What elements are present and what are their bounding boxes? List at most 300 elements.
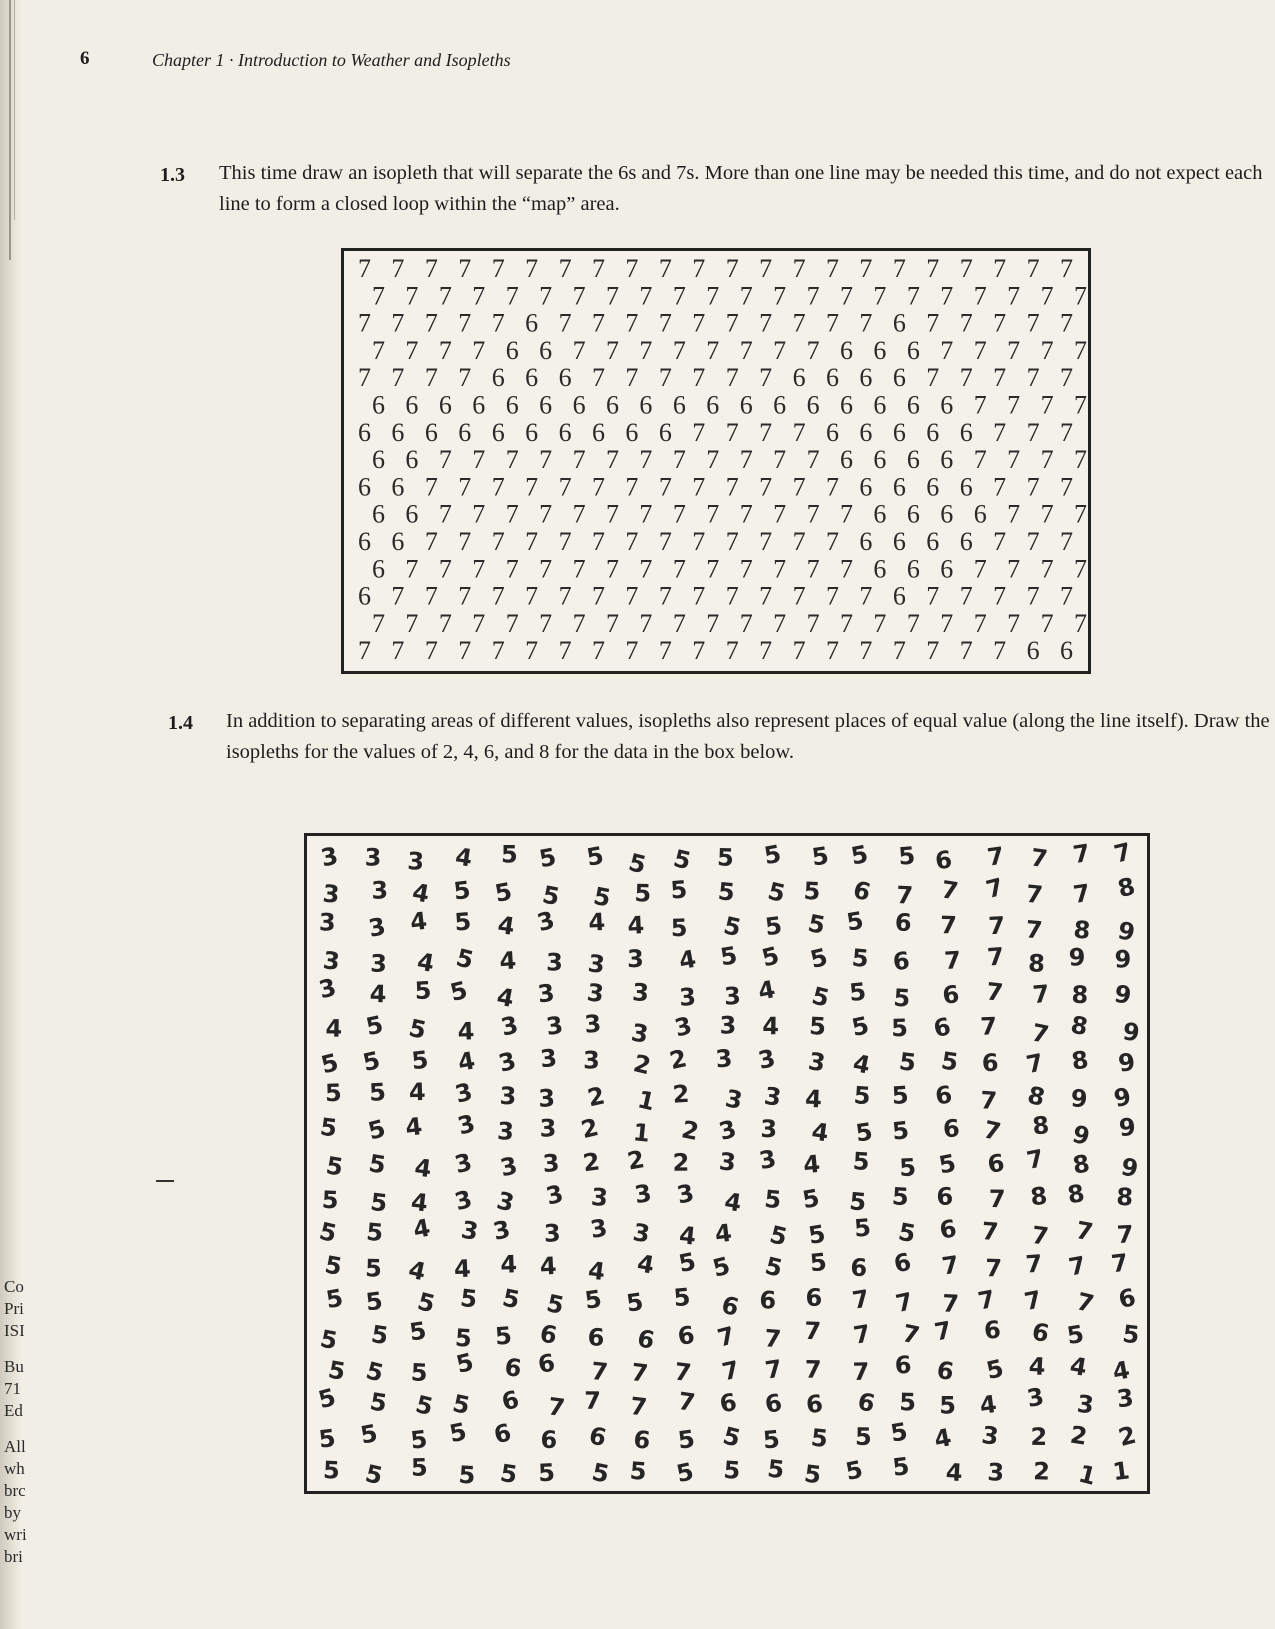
margin-note-fragment: wri (4, 1525, 27, 1544)
grid-value: 5 (718, 941, 740, 972)
grid-value: 7 (438, 335, 452, 365)
grid-value: 7 (692, 308, 706, 338)
grid-value: 5 (368, 1187, 389, 1218)
grid-value: 5 (936, 1148, 959, 1180)
grid-value: 5 (410, 1358, 429, 1388)
grid-value: 2 (1115, 1420, 1139, 1453)
grid-value: 7 (658, 363, 672, 393)
grid-value: 6 (739, 390, 753, 420)
grid-value: 6 (906, 499, 920, 529)
grid-value: 6 (892, 581, 906, 611)
grid-value: 5 (853, 1213, 873, 1243)
grid-value: 7 (826, 581, 839, 611)
grid-value: 6 (959, 472, 973, 502)
grid-value: 7 (625, 254, 639, 283)
grid-value: 7 (491, 308, 505, 338)
grid-value: 7 (984, 1254, 1003, 1283)
grid-value: 4 (457, 1017, 475, 1046)
grid-value: 3 (546, 948, 563, 977)
grid-value: 7 (859, 581, 873, 611)
margin-note-fragment: All (4, 1437, 26, 1456)
grid-value: 5 (318, 1112, 339, 1143)
grid-value: 6 (873, 499, 887, 529)
grid-value: 5 (709, 1251, 733, 1283)
margin-note-fragment: ISI (4, 1321, 25, 1340)
grid-value: 5 (1065, 1319, 1086, 1351)
grid-value: 7 (983, 872, 1007, 905)
margin-note-fragment (4, 1422, 38, 1436)
grid-value: 5 (363, 1356, 387, 1388)
grid-value: 6 (358, 417, 371, 447)
grid-value: 7 (714, 1321, 738, 1353)
grid-value: 6 (606, 390, 619, 420)
grid-value: 1 (1111, 1456, 1132, 1487)
grid-value: 7 (1073, 1216, 1096, 1247)
grid-value: 7 (1026, 417, 1040, 447)
grid-value: 6 (540, 1425, 558, 1455)
grid-value: 7 (792, 417, 806, 447)
grid-value: 7 (926, 636, 940, 666)
grid-value: 7 (940, 281, 954, 311)
grid-value: 7 (906, 281, 920, 311)
grid-value: 7 (1024, 915, 1044, 945)
grid-value: 7 (639, 499, 653, 529)
grid-value: 7 (658, 581, 672, 611)
grid-value: 7 (973, 554, 987, 584)
grid-value: 7 (1071, 878, 1092, 909)
grid-value: 4 (405, 1255, 429, 1287)
grid-value: 7 (725, 636, 739, 666)
grid-value: 5 (849, 1011, 872, 1043)
grid-value: 5 (364, 1254, 383, 1283)
grid-value: 7 (926, 363, 940, 393)
grid-value: 3 (318, 841, 341, 873)
grid-value: 5 (407, 1316, 429, 1347)
grid-value: 7 (692, 417, 706, 447)
grid-value: 6 (926, 527, 940, 556)
grid-value: 8 (1065, 1179, 1087, 1210)
grid-value: 5 (410, 1045, 430, 1076)
grid-value: 4 (945, 1458, 964, 1488)
grid-value: 4 (408, 1077, 426, 1107)
grid-value: 7 (993, 636, 1007, 666)
grid-value: 7 (1060, 254, 1073, 283)
exercise-1-4-data-grid (304, 833, 1150, 1494)
grid-value: 6 (859, 363, 873, 393)
grid-value: 7 (773, 281, 787, 311)
grid-value: 5 (892, 983, 912, 1013)
grid-value: 7 (959, 308, 973, 338)
grid-value: 7 (672, 554, 686, 584)
grid-value: 7 (472, 554, 486, 584)
grid-value: 7 (458, 581, 472, 611)
grid-value: 7 (424, 527, 438, 556)
grid-value: 5 (323, 1283, 346, 1315)
grid-value: 3 (986, 1458, 1005, 1487)
grid-value: 5 (363, 1010, 386, 1042)
grid-value: 6 (358, 527, 371, 556)
grid-value: 5 (362, 1459, 386, 1491)
grid-value: 7 (592, 472, 605, 502)
grid-value: 7 (572, 281, 586, 311)
grid-value: 7 (773, 554, 787, 584)
grid-value: 4 (713, 1218, 734, 1249)
grid-value: 7 (763, 1354, 784, 1385)
grid-value: 7 (372, 281, 385, 311)
grid-value: 5 (583, 1284, 604, 1315)
grid-value: 3 (630, 1218, 652, 1249)
grid-value: 7 (973, 445, 987, 475)
grid-value: 5 (406, 1013, 429, 1045)
grid-value: 7 (940, 335, 954, 365)
grid-value: 7 (895, 881, 914, 910)
grid-value: 5 (803, 876, 821, 906)
grid-value: 8 (1072, 915, 1092, 945)
grid-value: 7 (558, 581, 572, 611)
grid-value: 5 (898, 1153, 917, 1183)
grid-value: 7 (658, 308, 672, 338)
grid-value: 8 (1068, 1010, 1090, 1042)
grid-value: 7 (658, 636, 672, 666)
grid-value: 6 (1115, 1283, 1139, 1315)
grid-value: 2 (578, 1112, 602, 1145)
grid-value: 7 (759, 417, 773, 447)
grid-value: 9 (1118, 1152, 1141, 1184)
grid-value: 7 (391, 254, 405, 283)
grid-value: 6 (933, 845, 954, 876)
grid-value: 9 (1115, 916, 1138, 948)
grid-value: 3 (539, 1043, 559, 1074)
grid-value: 4 (409, 1187, 430, 1218)
grid-value: 7 (658, 472, 672, 502)
grid-value: 3 (586, 949, 607, 980)
grid-value: 7 (1040, 335, 1054, 365)
grid-value: 7 (1030, 1220, 1051, 1251)
grid-value: 8 (1115, 1182, 1134, 1212)
grid-value: 7 (372, 335, 385, 365)
grid-value: 7 (859, 254, 873, 283)
grid-value: 7 (1040, 445, 1054, 475)
grid-value: 2 (584, 1081, 608, 1113)
grid-value: 7 (773, 335, 787, 365)
exercise-1-3-data-grid (341, 248, 1091, 674)
grid-value: 5 (890, 1452, 911, 1482)
grid-value: 9 (1117, 1112, 1137, 1143)
grid-value: 2 (672, 1148, 690, 1177)
grid-value: 7 (391, 363, 405, 393)
grid-value: 5 (315, 1382, 339, 1415)
grid-value: 4 (455, 1046, 478, 1077)
grid-value: 7 (706, 281, 720, 311)
grid-value: 7 (391, 636, 405, 666)
grid-value: 3 (364, 843, 382, 872)
grid-value: 7 (472, 335, 486, 365)
grid-value: 5 (368, 1078, 387, 1107)
margin-note-fragment (4, 1342, 38, 1356)
grid-value: 3 (760, 1115, 778, 1144)
grid-value: 6 (1026, 636, 1040, 666)
grid-value: 5 (447, 1417, 469, 1449)
grid-value: 5 (634, 879, 652, 908)
grid-value: 9 (1068, 943, 1086, 972)
grid-value: 6 (959, 527, 973, 556)
grid-value: 6 (940, 554, 954, 584)
grid-value: 5 (897, 841, 917, 871)
grid-value: 4 (412, 1153, 434, 1184)
grid-value: 7 (840, 608, 853, 638)
grid-value: 7 (1074, 499, 1087, 529)
grid-value: 7 (625, 308, 639, 338)
grid-value: 6 (634, 1324, 657, 1355)
grid-value: 7 (606, 335, 619, 365)
grid-value: 7 (639, 445, 653, 475)
grid-value: 7 (1040, 281, 1054, 311)
grid-value: 3 (534, 905, 558, 938)
grid-value: 7 (725, 363, 739, 393)
grid-value: 7 (692, 636, 706, 666)
grid-value: 7 (1007, 335, 1021, 365)
grid-value: 7 (706, 554, 720, 584)
grid-value: 5 (591, 881, 613, 913)
grid-value: 7 (959, 581, 973, 611)
grid-value: 5 (676, 1424, 697, 1455)
grid-value: 3 (493, 1186, 518, 1218)
grid-value: 3 (678, 982, 697, 1012)
grid-value: 6 (792, 363, 806, 393)
grid-value: 4 (804, 1084, 823, 1114)
grid-value: 6 (592, 417, 605, 447)
grid-value: 7 (739, 554, 753, 584)
grid-value: 7 (759, 254, 773, 283)
grid-value: 7 (840, 281, 853, 311)
grid-value: 7 (1060, 527, 1073, 556)
exercise-1-4-grid-svg (307, 836, 1147, 1491)
grid-value: 7 (1029, 1018, 1052, 1050)
grid-value: 5 (766, 1220, 790, 1252)
grid-value: 3 (537, 1084, 556, 1113)
grid-value: 5 (809, 981, 832, 1013)
margin-note-fragment: Co (4, 1277, 24, 1296)
grid-value: 7 (606, 499, 619, 529)
grid-value: 5 (850, 943, 870, 973)
grid-value: 7 (1024, 1144, 1047, 1175)
grid-value: 6 (773, 390, 787, 420)
grid-value: 5 (848, 1187, 868, 1217)
grid-value: 6 (931, 1012, 954, 1044)
grid-value: 4 (410, 1213, 433, 1245)
grid-value: 7 (458, 636, 472, 666)
grid-value: 5 (810, 841, 831, 872)
grid-value: 7 (424, 254, 438, 283)
grid-value: 6 (572, 390, 586, 420)
grid-value: 9 (1114, 945, 1132, 974)
grid-value: 6 (391, 527, 405, 556)
grid-value: 3 (321, 879, 341, 909)
grid-value: 7 (759, 527, 773, 556)
grid-value: 5 (364, 1286, 385, 1317)
grid-value: 7 (458, 308, 472, 338)
grid-value: 7 (826, 308, 839, 338)
grid-value: 7 (558, 254, 572, 283)
grid-value: 3 (1024, 1382, 1047, 1413)
grid-value: 3 (541, 1148, 561, 1178)
grid-value: 7 (438, 608, 452, 638)
grid-value: 4 (626, 911, 645, 940)
exercise-1-4-number: 1.4 (168, 712, 193, 734)
grid-value: 3 (755, 1044, 778, 1075)
margin-note-fragment: by (4, 1503, 21, 1522)
grid-value: 6 (587, 1323, 605, 1352)
grid-value: 5 (457, 1460, 477, 1490)
grid-value: 7 (606, 608, 619, 638)
grid-value: 3 (459, 1215, 481, 1247)
grid-value: 7 (438, 281, 452, 311)
grid-value: 4 (722, 1187, 744, 1218)
grid-value: 7 (1026, 308, 1040, 338)
grid-value: 7 (505, 445, 519, 475)
grid-value: 7 (1007, 445, 1021, 475)
grid-value: 7 (773, 445, 787, 475)
grid-value: 6 (639, 390, 653, 420)
grid-value: 7 (1074, 390, 1087, 420)
grid-value: 7 (706, 445, 720, 475)
grid-value: 7 (1074, 445, 1087, 475)
grid-value: 5 (843, 1455, 866, 1486)
grid-value: 7 (525, 527, 539, 556)
grid-value: 3 (316, 973, 339, 1005)
grid-value: 5 (670, 913, 688, 943)
grid-value: 8 (1115, 872, 1138, 904)
grid-value: 6 (973, 499, 987, 529)
exercise-1-3-text: This time draw an isopleth that will separate the 6s and 7s. More than one line may be needed this time, and do not expect each line to form a closed loop within the “map” area. (219, 162, 1263, 215)
grid-value: 5 (322, 1250, 345, 1281)
grid-value: 5 (625, 848, 649, 880)
grid-value: 5 (584, 841, 606, 872)
grid-value: 7 (491, 472, 505, 502)
grid-value: 6 (940, 390, 954, 420)
grid-value: 4 (494, 982, 517, 1014)
grid-value: 7 (558, 472, 572, 502)
grid-value: 7 (993, 363, 1007, 393)
grid-value: 5 (807, 942, 831, 975)
grid-value: 7 (1111, 837, 1135, 869)
grid-value: 7 (926, 308, 940, 338)
grid-value: 7 (893, 1287, 916, 1319)
grid-value: 7 (986, 942, 1006, 972)
grid-value: 5 (669, 875, 689, 905)
grid-value: 6 (840, 335, 853, 365)
grid-value: 7 (725, 472, 739, 502)
grid-value: 4 (676, 944, 699, 976)
grid-value: 7 (625, 363, 639, 393)
grid-value: 3 (714, 1044, 734, 1074)
grid-value: 3 (583, 1046, 600, 1075)
grid-value: 2 (625, 1145, 647, 1176)
grid-value: 6 (525, 417, 539, 447)
grid-value: 7 (1060, 581, 1073, 611)
grid-value: 5 (409, 1424, 429, 1455)
grid-value: 5 (367, 1387, 389, 1418)
grid-value: 7 (539, 608, 553, 638)
grid-value: 7 (850, 1284, 872, 1315)
grid-value: 7 (759, 472, 773, 502)
grid-value: 6 (891, 946, 912, 977)
grid-value: 7 (706, 608, 720, 638)
grid-value: 6 (539, 335, 553, 365)
grid-value: 7 (606, 445, 619, 475)
grid-value: 7 (1007, 390, 1021, 420)
grid-value: 6 (717, 1387, 740, 1419)
grid-value: 7 (692, 581, 706, 611)
grid-value: 6 (926, 417, 940, 447)
grid-value: 5 (544, 1289, 567, 1320)
grid-value: 7 (1026, 581, 1040, 611)
grid-value: 7 (672, 1357, 693, 1388)
grid-value: 7 (639, 608, 653, 638)
grid-value: 7 (759, 636, 773, 666)
grid-value: 7 (993, 472, 1007, 502)
margin-note-fragment: Ed (4, 1401, 23, 1420)
grid-value: 7 (941, 1289, 960, 1319)
grid-value: 7 (438, 499, 452, 529)
grid-value: 7 (472, 608, 486, 638)
grid-value: 7 (1022, 1285, 1044, 1317)
grid-value: 7 (672, 335, 686, 365)
grid-value: 6 (894, 908, 913, 938)
grid-value: 3 (539, 1114, 557, 1143)
grid-value: 8 (1069, 1045, 1091, 1076)
grid-value: 5 (852, 1147, 871, 1176)
grid-value: 8 (1029, 1181, 1049, 1212)
grid-value: 7 (792, 527, 806, 556)
grid-value: 7 (372, 608, 385, 638)
grid-value: 7 (525, 636, 539, 666)
margin-note-fragment: 71 (4, 1379, 21, 1398)
grid-value: 7 (959, 636, 973, 666)
grid-value: 7 (505, 499, 519, 529)
grid-value: 6 (762, 1388, 785, 1419)
grid-value: 2 (1030, 1422, 1048, 1452)
grid-value: 6 (759, 1286, 777, 1315)
grid-value: 6 (358, 581, 371, 611)
grid-value: 6 (632, 1425, 652, 1455)
grid-value: 7 (1024, 1249, 1044, 1279)
grid-value: 7 (358, 308, 371, 338)
grid-value: 5 (318, 1048, 342, 1080)
grid-value: 6 (672, 390, 686, 420)
grid-value: 7 (993, 527, 1007, 556)
grid-value: 3 (366, 912, 388, 943)
grid-value: 7 (725, 308, 739, 338)
grid-value: 6 (859, 527, 873, 556)
grid-value: 7 (658, 527, 672, 556)
grid-value: 7 (759, 308, 773, 338)
chapter-title: Chapter 1 · Introduction to Weather and Isopleths (152, 50, 511, 70)
grid-value: 9 (1112, 979, 1134, 1011)
grid-value: 5 (848, 839, 871, 871)
grid-value: 4 (1067, 1351, 1090, 1383)
grid-value: 5 (317, 1324, 340, 1356)
grid-value: 6 (539, 390, 553, 420)
grid-value: 4 (978, 1389, 999, 1420)
grid-value: 3 (583, 1009, 603, 1039)
grid-value: 7 (806, 608, 820, 638)
grid-value: 6 (891, 1247, 914, 1279)
grid-value: 9 (1069, 1119, 1093, 1152)
grid-value: 7 (985, 841, 1006, 872)
grid-value: 7 (505, 608, 519, 638)
page-number: 6 (80, 48, 90, 69)
